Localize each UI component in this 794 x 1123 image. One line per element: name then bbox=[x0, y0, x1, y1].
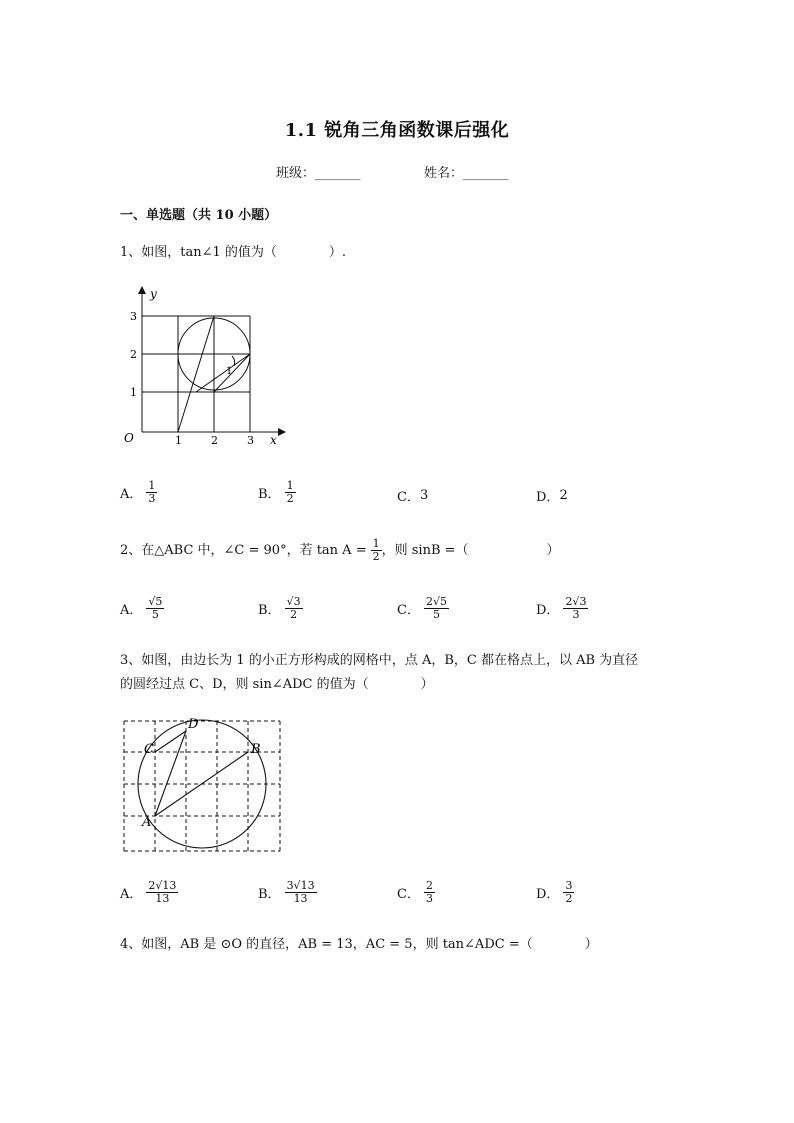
q2-option-d[interactable] bbox=[536, 596, 588, 621]
option-letter: C． bbox=[397, 887, 420, 902]
option-letter: A． bbox=[120, 887, 143, 902]
q2-suffix: ，则 sinB =（ ） bbox=[381, 542, 560, 558]
q2-option-a[interactable] bbox=[120, 596, 164, 621]
page-title: 1.1 锐角三角函数课后强化 bbox=[284, 120, 510, 141]
name-field-label: 姓名：_______ bbox=[424, 166, 509, 181]
class-field-label: 班级：_______ bbox=[276, 166, 361, 181]
x-axis-label: x bbox=[270, 433, 277, 447]
option-letter: D． bbox=[536, 603, 560, 618]
option-fraction: $\frac{2√5}{5}$ bbox=[425, 595, 447, 621]
option-letter: A． bbox=[120, 487, 143, 502]
y-tick-label: 3 bbox=[130, 310, 137, 323]
option-letter: C． bbox=[397, 490, 420, 505]
y-tick-label: 2 bbox=[130, 348, 137, 361]
option-value: 3 bbox=[419, 488, 429, 503]
option-fraction: $\frac{√5}{5}$ bbox=[148, 595, 163, 621]
x-tick-label: 2 bbox=[211, 434, 218, 447]
q2-option-b[interactable] bbox=[258, 596, 303, 621]
option-letter: D． bbox=[536, 887, 560, 902]
option-letter: B． bbox=[258, 887, 281, 902]
q2-fraction: $\frac{1}{2}$ bbox=[372, 537, 380, 563]
question-1-text: 1、如图，tan∠1 的值为（ ）. bbox=[120, 245, 347, 260]
point-d-label: D bbox=[188, 717, 199, 732]
option-value: 2 bbox=[559, 488, 568, 503]
option-fraction: $\frac{2√3}{3}$ bbox=[565, 595, 587, 621]
question-3-line-2: 的圆经过点 C、D，则 sin∠ADC 的值为（ ） bbox=[120, 677, 434, 692]
option-fraction: $\frac{1}{2}$ bbox=[286, 479, 294, 505]
y-tick-label: 1 bbox=[130, 386, 137, 399]
option-letter: A． bbox=[120, 603, 143, 618]
q2-prefix: 2、在△ABC 中，∠C = 90°，若 tan A = bbox=[120, 542, 367, 558]
q3-option-b[interactable] bbox=[258, 880, 317, 905]
q3-option-d[interactable] bbox=[536, 880, 574, 905]
option-fraction: $\frac{1}{3}$ bbox=[148, 479, 156, 505]
x-tick-label: 3 bbox=[247, 434, 254, 447]
option-letter: C． bbox=[397, 603, 420, 618]
point-b-label: B bbox=[251, 742, 261, 757]
origin-label: O bbox=[124, 431, 134, 445]
q3-option-c[interactable] bbox=[397, 880, 435, 905]
option-fraction: $\frac{√3}{2}$ bbox=[286, 595, 301, 621]
angle-label: 1 bbox=[226, 366, 233, 377]
option-fraction: $\frac{3}{2}$ bbox=[565, 879, 573, 905]
point-a-label: A bbox=[142, 815, 152, 830]
x-tick-label: 1 bbox=[175, 434, 182, 447]
option-fraction: $\frac{2√13}{13}$ bbox=[148, 879, 177, 905]
section-heading: 一、单选题（共 10 小题） bbox=[120, 208, 278, 223]
option-letter: B． bbox=[258, 487, 281, 502]
point-c-label: C bbox=[144, 742, 154, 757]
option-letter: B． bbox=[258, 603, 281, 618]
question-3-line-1: 3、如图，由边长为 1 的小正方形构成的网格中，点 A，B，C 都在格点上，以 AB 为直径 bbox=[120, 653, 639, 668]
question-4-text: 4、如图，AB 是 ⊙O 的直径，AB = 13，AC = 5，则 tan∠ADC =（ ） bbox=[120, 937, 598, 952]
q2-option-c[interactable] bbox=[397, 596, 449, 621]
q1-option-a[interactable] bbox=[120, 480, 157, 505]
question-1-coordinate-graph bbox=[118, 282, 288, 450]
option-fraction: $\frac{3√13}{13}$ bbox=[286, 879, 315, 905]
y-axis-label: y bbox=[150, 287, 157, 301]
question-2-text bbox=[120, 538, 560, 563]
q1-option-b[interactable] bbox=[258, 480, 296, 505]
q3-option-a[interactable] bbox=[120, 880, 178, 905]
q1-option-c[interactable] bbox=[397, 486, 428, 505]
q1-option-d[interactable] bbox=[536, 486, 568, 505]
option-fraction: $\frac{2}{3}$ bbox=[425, 879, 433, 905]
question-3-grid-figure bbox=[118, 712, 288, 856]
option-letter: D． bbox=[536, 490, 560, 505]
